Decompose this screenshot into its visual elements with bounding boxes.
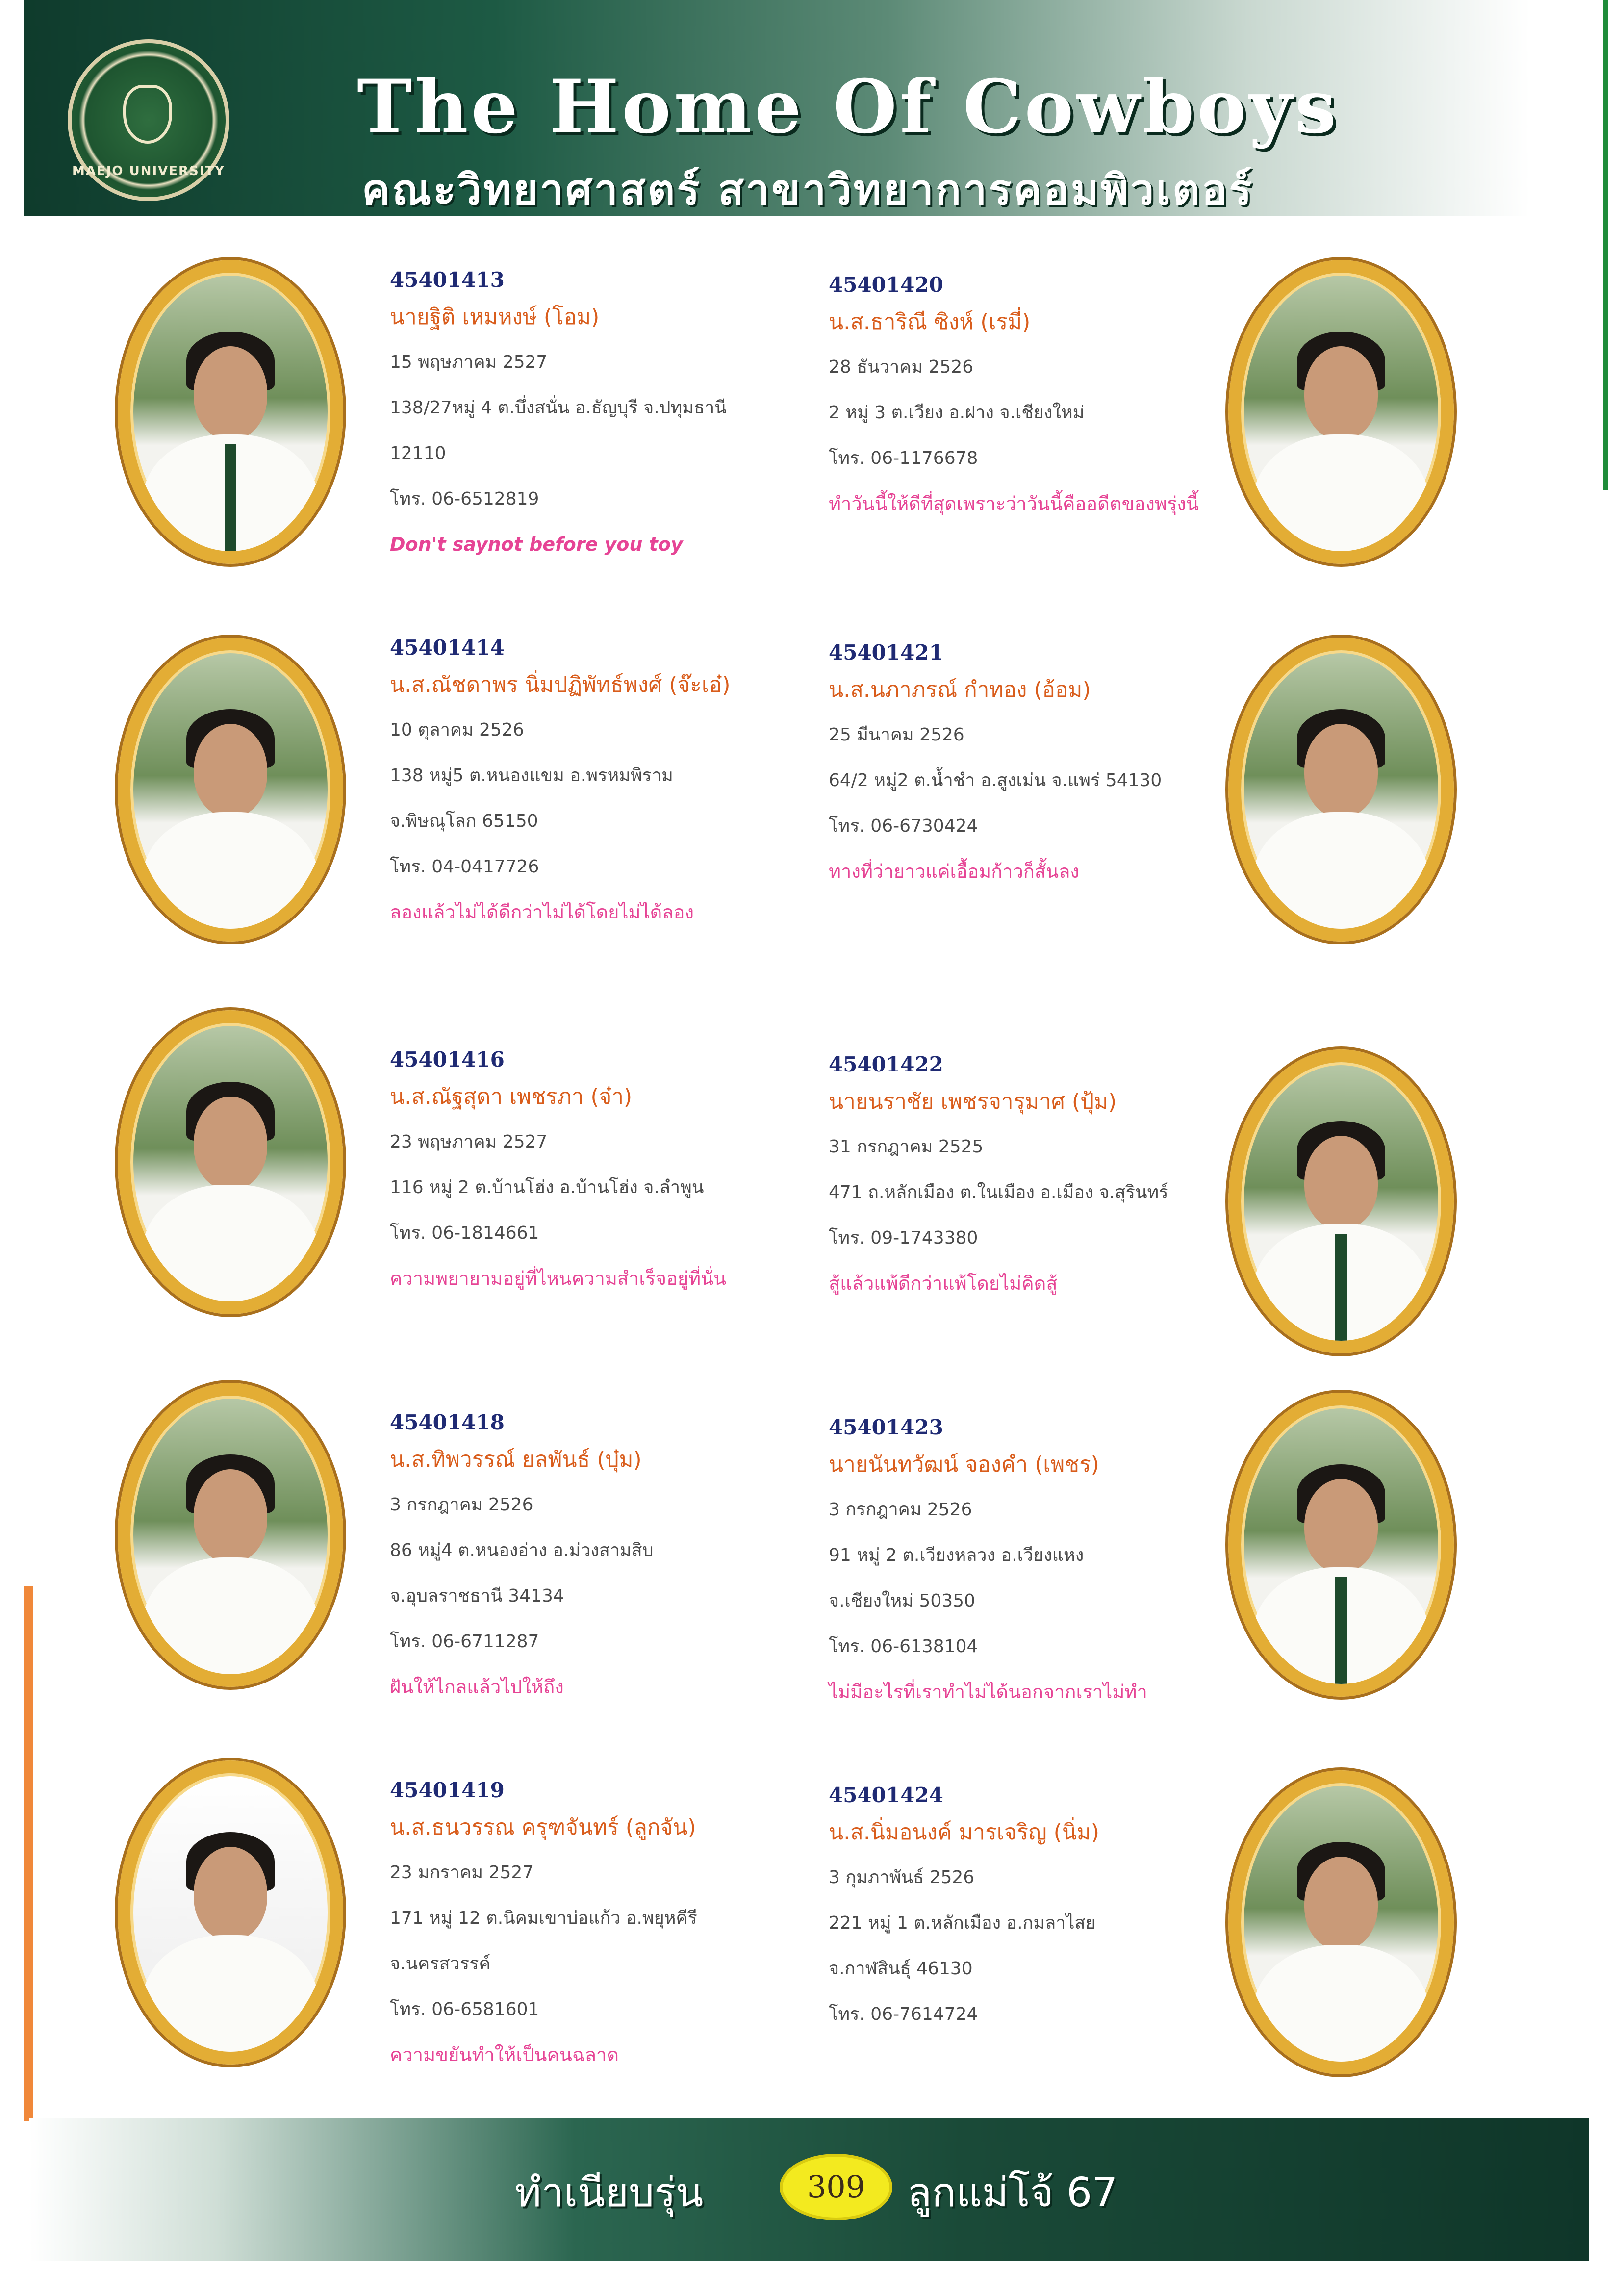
student-phone: โทร. 06-6138104 (829, 1636, 978, 1657)
page-footer (29, 2118, 1589, 2261)
page-header (24, 0, 1593, 216)
student-photo (1228, 260, 1454, 564)
student-photo (1228, 1393, 1454, 1697)
student-phone: โทร. 09-1743380 (829, 1228, 978, 1248)
student-phone: โทร. 06-6711287 (390, 1632, 539, 1652)
student-name: น.ส.ธาริณี ซิงห์ (เรมี่) (829, 309, 1031, 334)
page-title: The Home Of Cowboys (357, 64, 1339, 150)
student-entry (829, 638, 1270, 894)
photo-shirt (142, 1935, 319, 2065)
student-id: 45401420 (829, 273, 943, 297)
student-id: 45401422 (829, 1052, 943, 1076)
decorative-stripe-right (1603, 0, 1608, 490)
photo-face (1304, 346, 1378, 439)
photo-face (1304, 1857, 1378, 1950)
seal-text: MAEJO UNIVERSITY (72, 164, 225, 178)
student-address-cont: จ.เชียงใหม่ 50350 (829, 1591, 975, 1611)
student-motto: ไม่มีอะไรที่เราทำไม่ได้นอกจากเราไม่ทำ (829, 1681, 1147, 1703)
student-id: 45401416 (390, 1047, 505, 1071)
student-entry (829, 1049, 1270, 1306)
student-phone: โทร. 06-1814661 (390, 1223, 539, 1243)
student-birthdate: 28 ธันวาคม 2526 (829, 357, 974, 377)
student-photo (1228, 638, 1454, 942)
photo-shirt (142, 812, 319, 942)
student-birthdate: 23 พฤษภาคม 2527 (390, 1132, 548, 1152)
student-address: 91 หมู่ 2 ต.เวียงหลวง อ.เวียงแหง (829, 1545, 1084, 1565)
student-address: 116 หมู่ 2 ต.บ้านโฮ่ง อ.บ้านโฮ่ง จ.ลำพูน (390, 1177, 704, 1198)
page-subtitle: คณะวิทยาศาสตร์ สาขาวิทยาการคอมพิวเตอร์ (362, 166, 1254, 215)
student-motto: Don't saynot before you toy (390, 534, 683, 555)
student-entry (390, 1775, 831, 2078)
student-phone: โทร. 06-6512819 (390, 489, 539, 509)
photo-face (194, 346, 267, 439)
student-birthdate: 3 กรกฎาคม 2526 (829, 1500, 972, 1520)
student-name: น.ส.ณัชดาพร นิ่มปฏิพัทธ์พงศ์ (จ๊ะเอ๋) (390, 672, 731, 697)
student-birthdate: 15 พฤษภาคม 2527 (390, 352, 548, 372)
student-birthdate: 10 ตุลาคม 2526 (390, 720, 524, 740)
student-address: 138/27หมู่ 4 ต.บึ่งสนั่น อ.ธัญบุรี จ.ปทุมธานี (390, 398, 727, 418)
student-photo (118, 1010, 343, 1314)
student-name: น.ส.ทิพวรรณ์ ยลพันธ์ (บุ๋ม) (390, 1447, 642, 1472)
student-id: 45401424 (829, 1783, 943, 1807)
student-birthdate: 3 กุมภาพันธ์ 2526 (829, 1867, 975, 1887)
photo-face (1304, 1136, 1378, 1229)
student-name: น.ส.นิ่มอนงค์ มารเจริญ (นิ่ม) (829, 1820, 1100, 1845)
student-birthdate: 25 มีนาคม 2526 (829, 725, 964, 745)
photo-tie (1335, 1577, 1347, 1685)
student-address: 64/2 หมู่2 ต.น้ำชำ อ.สูงเม่น จ.แพร่ 54130 (829, 770, 1162, 790)
student-entry (829, 1780, 1270, 2037)
student-photo (1228, 1770, 1454, 2074)
student-name: น.ส.นภาภรณ์ กำทอง (อ้อม) (829, 677, 1091, 702)
student-address-cont: จ.นครสวรรค์ (390, 1954, 491, 1974)
student-address: 171 หมู่ 12 ต.นิคมเขาบ่อแก้ว อ.พยุหคีรี (390, 1908, 697, 1928)
university-seal-icon (68, 39, 229, 201)
student-birthdate: 31 กรกฎาคม 2525 (829, 1137, 984, 1157)
student-birthdate: 3 กรกฎาคม 2526 (390, 1495, 533, 1515)
page-number-badge: 309 (780, 2154, 892, 2220)
student-motto: ความขยันทำให้เป็นคนฉลาด (390, 2044, 619, 2066)
photo-tie (1335, 1234, 1347, 1342)
student-photo (118, 1383, 343, 1687)
student-entry (829, 270, 1270, 527)
photo-shirt (142, 1557, 319, 1687)
photo-tie (225, 444, 236, 552)
student-motto: ฝันให้ไกลแล้วไปให้ถึง (390, 1676, 564, 1698)
student-id: 45401419 (390, 1778, 505, 1802)
student-address-cont: จ.อุบลราชธานี 34134 (390, 1586, 564, 1606)
student-name: นายนันทวัฒน์ จองคำ (เพชร) (829, 1452, 1099, 1477)
student-phone: โทร. 06-1176678 (829, 448, 978, 468)
student-entry (390, 633, 831, 935)
student-id: 45401423 (829, 1415, 943, 1439)
student-address-cont: จ.กาฬสินธุ์ 46130 (829, 1959, 973, 1979)
student-address: 138 หมู่5 ต.หนองแขม อ.พรหมพิราม (390, 765, 673, 786)
student-entry (390, 265, 831, 567)
photo-shirt (1253, 1945, 1429, 2074)
student-address: 471 ถ.หลักเมือง ต.ในเมือง อ.เมือง จ.สุรินทร์ (829, 1182, 1168, 1202)
photo-shirt (142, 1185, 319, 1314)
student-name: นายฐิติ เหมหงษ์ (โอม) (390, 305, 600, 330)
student-name: น.ส.ณัฐสุดา เพชรภา (จ๋า) (390, 1084, 633, 1109)
photo-shirt (1253, 812, 1429, 942)
student-id: 45401413 (390, 268, 505, 292)
student-name: นายนราชัย เพชรจารุมาศ (ปุ้ม) (829, 1089, 1117, 1114)
student-entry (390, 1407, 831, 1710)
photo-face (1304, 724, 1378, 817)
student-name: น.ส.ธนวรรณ ครุฑจันทร์ (ลูกจัน) (390, 1815, 696, 1840)
footer-book-title: ทำเนียบรุ่น (515, 2169, 704, 2216)
student-motto: ความพยายามอยู่ที่ไหนความสำเร็จอยู่ที่นั่น (390, 1268, 727, 1289)
student-photo (118, 260, 343, 564)
student-id: 45401414 (390, 636, 505, 660)
photo-face (194, 1847, 267, 1940)
student-address: 86 หมู่4 ต.หนองอ่าง อ.ม่วงสามสิบ (390, 1540, 654, 1560)
student-address: 221 หมู่ 1 ต.หลักเมือง อ.กมลาไสย (829, 1913, 1096, 1933)
photo-face (1304, 1479, 1378, 1572)
student-photo (1228, 1049, 1454, 1353)
decorative-bar-left (24, 1586, 33, 2121)
student-motto: สู้แล้วแพ้ดีกว่าแพ้โดยไม่คิดสู้ (829, 1273, 1058, 1294)
student-phone: โทร. 06-6581601 (390, 1999, 539, 2019)
student-address: 2 หมู่ 3 ต.เวียง อ.ฝาง จ.เชียงใหม่ (829, 403, 1085, 423)
student-motto: ทำวันนี้ให้ดีที่สุดเพราะว่าวันนี้คืออดีตของพรุ่งนี้ (829, 493, 1199, 514)
photo-face (194, 724, 267, 817)
photo-face (194, 1096, 267, 1190)
photo-shirt (1253, 434, 1429, 564)
student-birthdate: 23 มกราคม 2527 (390, 1862, 534, 1883)
student-address-cont: จ.พิษณุโลก 65150 (390, 811, 538, 831)
student-motto: ทางที่ว่ายาวแค่เอื้อมก้าวก็สั้นลง (829, 861, 1079, 882)
seal-emblem (123, 85, 172, 144)
student-id: 45401421 (829, 640, 943, 664)
student-motto: ลองแล้วไม่ได้ดีกว่าไม่ได้โดยไม่ได้ลอง (390, 901, 694, 923)
photo-face (194, 1469, 267, 1562)
student-id: 45401418 (390, 1410, 505, 1434)
student-photo (118, 1760, 343, 2065)
footer-class-name: ลูกแม่โจ้ 67 (907, 2169, 1118, 2216)
student-entry (829, 1412, 1270, 1715)
student-phone: โทร. 04-0417726 (390, 857, 539, 877)
student-phone: โทร. 06-7614724 (829, 2004, 978, 2024)
student-photo (118, 638, 343, 942)
student-phone: โทร. 06-6730424 (829, 816, 978, 836)
student-entry (390, 1045, 831, 1301)
student-address-cont: 12110 (390, 443, 446, 463)
